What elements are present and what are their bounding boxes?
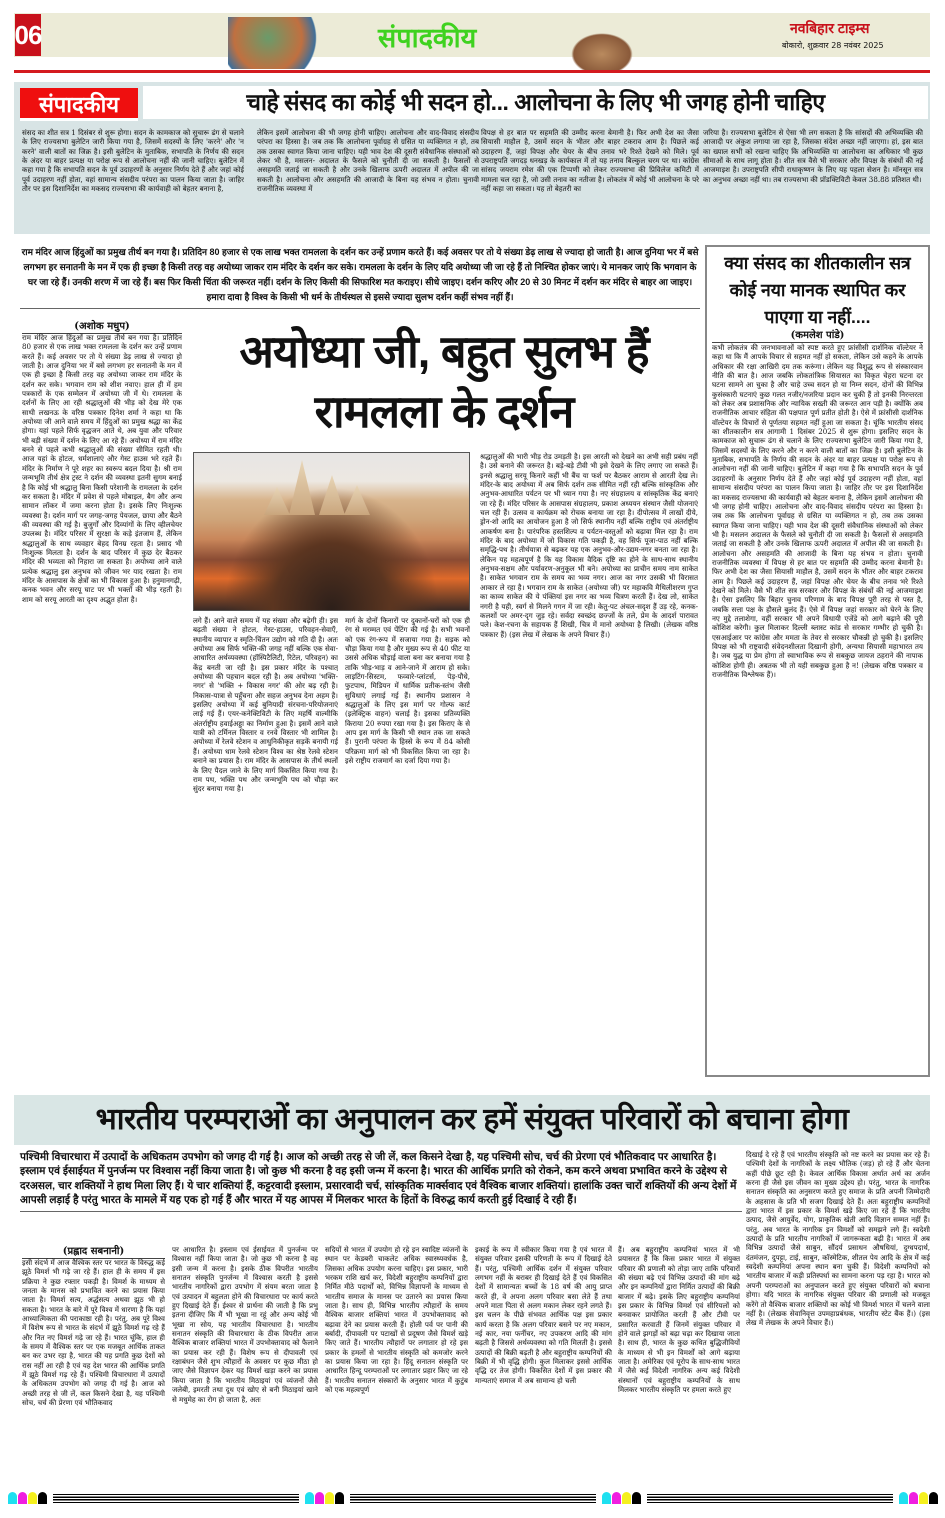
registration-lines [53, 1494, 299, 1503]
family-column: इकाई के रूप में स्वीकार किया गया है एवं भारत में संयुक्त परिवार इसकी परिणती के रूप में दिखाई देते हैं। परंतु, पश्चिमी आर्थिक दर्शन में संयुक्त परिवार लगभग नहीं के बराबर ही दिखाई देते हैं एवं विकसित देशों में सामान्यतः बच्चों के 18 वर्ष की आयु प्राप्त करते ही, वे अपना अलग परिवार बसा लेते हैं तथा अपने माता पिता से अलग मकान लेकर रहने लगते हैं। इस चलन के पीछे संभवत आर्थिक पक्ष इस प्रकार कार्य करता है कि अलग परिवार बसने पर नए मकान, नई कार, नया फर्नीचर, नए उपकरण आदि की मांग बढ़ती है जिससे अर्थव्यवस्था को गति मिलती है। इससे उत्पादों की बिक्री बढ़ती है और बहुराष्ट्रीय कम्पनियों की बिक्री में भी वृद्धि होगी। कुल मिलाकर इससे आर्थिक वृद्धि दर तेज होगी। विकसित देशों में इस प्रकार की मान्यताएं समाज में अब सामान्य हो चली [475, 1245, 612, 1385]
editorial-column: विपक्ष से हर बात पर सहमति की उम्मीद करना बेमानी है। फिर अभी देश का जैसा सियासी माहौल है, उसमें सदन के भीतर और बाहर टकराव आम है। पिछले कई उदाहरण हैं, जहां विपक्ष और चेयर के बीच तनाव भरे रिश्ते देखने को मिले। पूर्व उपराष्ट्रपति जगदड़ धनखड़ के कार्यकाल में तो यह तनाव बिल्कुल चरम पर था। कांग्रेस सांसद जयराम रमेश की एक टिप्पणी को लेकर राज्यसभा की प्रिविलेज कमिटी में मामला चल रहा है, जो उसी तनाव का नतीजा है। लोकतंत्र में कोई भी आलोचना के परे नहीं कहा जा सकता। यह तो बेहतरी का [481, 128, 699, 194]
family-right-column: दिखाई दे रहे हैं एवं भारतीय संस्कृति को नष्ट करने का प्रयास कर रहे हैं। पश्चिमी देशों के नागरिकों के लक्ष्य भौतिक (जड़) हो रहे हैं और चेतना कहीं पीछे छूट रही है। केवल आर्थिक विकास अर्थात अर्थ का अर्जन करना ही जैसे इस जीवन का मुख्य उद्देश्य हो। परंतु, भारत के नागरिक सनातन संस्कृति का अनुसरण करते हुए समाज के प्रति अपनी जिम्मेदारी के अहसास के प्रति भी सजग दिखाई देते हैं। अतः बहुराष्ट्रीय कम्पनियों द्वारा भारत में इस प्रकार के विमर्श खड़े किए जा रहे हैं कि भारतीय उत्पाद, जैसे आयुर्वेद, योग, प्राकृतिक खेती आदि विज्ञान सम्मत नहीं हैं। परंतु, अब भारत के नागरिक इन विमर्शों को समझने लगे हैं। स्वदेशी उत्पादों के प्रति भारतीय नागरिकों में जागरूकता बढ़ी है। भारत में अब विभिन्न उत्पादों जैसे साबुन, सौंदर्य प्रसाधन औषधियां, दुग्धपदार्थ, दंतमंजन, दुपट्टा, टाई, साबुन, कॉस्मेटिक, शीतल पेय आदि के क्षेत्र में कई स्वदेशी कम्पनियां अपना स्थान बना चुकी हैं। विदेशी कम्पनियों को भारतीय बाजार में कड़ी प्रतिस्पर्धा का सामना करना पड़ रहा है। भारत को अपनी परम्पराओं का अनुपालन करते हुए संयुक्त परिवारों को बचाना होगा। यदि भारत के नागरिक संयुक्त परिवार की प्रणाली को मजबूत करेंगे तो वैश्विक बाजार शक्तियों का कोई भी विमर्श भारत में चलने वाला नहीं है। (लेखक सेवानिवृत्त उपमहाप्रबंधक, भारतीय स्टेट बैंक हैं।) (इस लेख में लेखक के अपने विचार हैं।) [746, 1150, 930, 1328]
editorial-column: संसद का शीत सत्र 1 दिसंबर से शुरू होगा। सदन के कामकाज को सुचारू ढंग से चलाने के लिए राज्यसभा बुलेटिन जारी किया गया है, जिसमें सदस्यों के लिए 'करने' और 'न करने' वाली बातों का जिक्र है। इसी बुलेटिन के मुताबिक, सभापति के निर्णय की सदन के अंदर या बाहर प्रत्यक्ष या परोक्ष रूप से आलोचना नहीं की जानी चाहिए। बुलेटिन में कहा गया है कि सभापति सदन के पूर्व उदाहरणों के अनुसार निर्णय देते हैं और जहां कोई पूर्व उदाहरण नहीं होता, वहां सामान्य संसदीय परंपरा का पालन किया जाता है। जाहिर तौर पर इस दिशानिर्देश का मकसद राज्यसभा की कार्यवाही को बेहतर बनाना है, [22, 128, 244, 194]
ayodhya-lead: राम मंदिर आज हिंदुओं का प्रमुख तीर्थ बन गया है। प्रतिदिन 80 हजार से एक लाख भक्त रामलला के दर्शन कर उन्हें प्रणाम करते हैं। कई अवसर पर तो ये संख्या डेढ़ लाख से ज्यादा हो जाती है। आज दुनिया भर में बसे लगभग हर सनातनी के मन में एक ही इच्छा है किसी तरह वह अयोध्या जाकर राम मंदिर के दर्शन कर सके। रामलला के दर्शन के लिए यदि अयोध्या जी जा रहे हैं तो निश्चित होकर जाएं। ये मानकर जाएं कि भगवान के घर जा रहे हैं। उनकी शरण में जा रहे हैं। बस फिर किसी चिंता की जरूरत नहीं। दर्शन के लिए किसी की सिफारिश मत कराइए। सीधे जाइए। दर्शन करिए और 20 से 30 मिनट में दर्शन कर मंदिर से बाहर आ जाइए। हमारा दावा है विश्व के किसी भी धर्म के तीर्थस्थल से इससे ज्यादा सुलभ दर्शन कहीं संभव नहीं हैं। [20, 245, 700, 309]
publication-date: बोकारो, शुक्रवार 28 नवंबर 2025 [782, 41, 884, 50]
parliament-headline: क्या संसद का शीतकालीन सत्र कोई नया मानक स्थापित कर पाएगा या नहीं.... [724, 253, 911, 327]
cmyk-marks [602, 1492, 641, 1504]
registration-lines [647, 1494, 893, 1503]
statue-illustration [545, 15, 640, 71]
cmyk-marks [8, 1492, 47, 1504]
ayodhya-column: श्रद्धालुओं की भारी भीड़ रोड उमड़ती है। इस आरती को देखने का अभी सही प्रबंध नहीं है। उसे बनाने की जरूरत है। बड़े-बड़े टीवी भी इसे देखने के लिए लगाए जा सकते हैं। इनसे श्रद्धालु सरयू किनारे कहीं भी बैंच या फर्श पर बैठकर आराम से आरती देख ले। मंदिर-के बाद अयोध्या में अब सिर्फ दर्शन तक सीमित नहीं रही बल्कि सांस्कृतिक और अनुभव-आधारित पर्यटन पर भी ध्यान गया है। नए संग्रहालय व सांस्कृतिक केंद्र बनाएं जा रहे हैं। मंदिर परिसर के आसपास संग्रहालय, प्रकाश अध्ययन संस्थान जैसी योजनाएं चल रही हैं। उत्सव व कार्यक्रम को रोचक बनाया जा रहा है। दीपोत्सव में लाखों दीये, ड्रोन-शो आदि का आयोजन हुआ है जो सिर्फ स्थानीय नहीं बल्कि राष्ट्रीय एवं अंतर्राष्ट्रीय आकर्षण बना है। पारंपरिक हस्तशिल्प व पर्यटन-वस्तुओं को बढ़ावा मिल रहा है। राम मंदिर के बाद अयोध्या में जो विकास गति पकड़ी है, वह सिर्फ पूजा-पाठ नहीं बल्कि समृद्धि-पथ है। तीर्थयात्रा से बढ़कर यह एक अनुभव-और-उद्यम-नगर बनता जा रहा है। लेकिन यह महत्वपूर्ण है कि यह विकास वैदिक दृष्टि का होने के साथ-साथ स्थानीय अनुभव-सक्षम और पर्यावरण-अनुकूल भी बने। अयोध्या का प्राचीन समय नाम साकेत है। साकेत भगवान राम के समय का भव्य नगर। आज का नगर उसकी भी विरासत आकार ले रहा है। भगवान राम के साकेत (अयोध्या जी) पर महाकवि मैथिलीशरण गुप्त का काव्य साकेत की ये पंक्तियां इस नगर का भव्य चित्रण करती हैं। देख लो, साकेत नगरी है यही, स्वर्ग से मिलने गगन में जा रही। केतु-पट अंचल-सदृश हैं उड़ रहे, कनक-कलशों पर अमर-दृग जुड़ रहे। सर्वदा स्वच्छंद छज्जों के तले, प्रेम के आदर्श पारावत पले। केश-रचना के सहायक हैं शिखी, चित्र में मानो अयोध्या है लिखी। (लेखक वरिष्ठ पत्रकार हैं) (इस लेख में लेखक के अपने विचार हैं।) [480, 452, 698, 639]
family-column: इसी संदर्भ में आज वैश्विक स्तर पर भारत के विरुद्ध कई झूठे विमर्श भी गढ़े जा रहे हैं। हाल ही के समय में इस प्रक्रिया ने कुछ रफ्तार पकड़ी है। विमर्श के माध्यम से जनता के मानस को प्रभावित करने का प्रयास किया जाता है। विमर्श सत्य, अर्द्धसत्य अथवा झूठ भी हो सकता है। भारत के बारे में पूरे विश्व में धारणा है कि यहां आध्यात्मिकता की पराकाष्ठा रही है। परंतु, अब पूरे विश्व में विशेष रूप से भारत के संदर्भ में झूठे विमर्श गढ़ रहे हैं और नित नए विमर्श गढ़े जा रहे हैं। भारत चूंकि, हाल ही के समय में वैश्विक स्तर पर एक मजबूत आर्थिक ताकत बन कर उभर रहा है, भारत की यह प्रगति कुछ देशों को रास नहीं आ रही है एवं यह देश भारत की आर्थिक प्रगति में झूठे विमर्श गढ़ रहे हैं। पश्चिमी विचारधारा में उत्पादों के अधिकतम उपभोग को जगह दी गई है। आज को अच्छी तरह से जी लें, कल किसने देखा है, यह पश्चिमी सोच, चर्च की प्रेरणा एवं भौतिकवाद [22, 1258, 165, 1408]
header-divider [14, 70, 930, 73]
jharkhand-map-collage-image [228, 17, 328, 69]
ayodhya-headline: अयोध्या जी, बहुत सुलभ हैं रामलला के दर्शन [239, 326, 649, 437]
ayodhya-column: लगे हैं। आने वाले समय में यह संख्या और बढ़ेगी ही। इस बढ़ती संख्या ने होटल, गेस्ट-हाउस, परिवहन-सेवाएँ, स्थानीय व्यापार व स्मृति-चिंतन उद्योग को गति दी है। अतः अयोध्या अब सिर्फ भक्ति-की जगह नहीं बल्कि एक सेवा-आधारित अर्थव्यवस्था (हॉस्पिटैलिटी, रिटेल, परिवहन) का केंद्र बनती जा रही है। इस प्रकार मंदिर के पश्चात् अयोध्या की पहचान बदल रही है। अब अयोध्या 'भक्ति-नगर' से 'भक्ति + विकास नगर' की ओर बढ़ रही है। निकास-यात्रा से पहुँचना और सहज अनुभव देना अहम है। इसलिए अयोध्या में कई बुनियादी संरचना-परियोजनाएं लाई गई हैं। एयर-कनेक्टिविटी के लिए महर्षि वाल्मीकि अंतर्राष्ट्रीय हवाईअड्डा का निर्माण हुआ है। इसमें आने वाले यात्री को टर्मिनल विस्तार व रनवे विस्तार भी शामिल है। अयोध्या में रेलवे स्टेशन व आधुनिकीकृत सड़कें बनायी गई हैं। अयोध्या धाम रेलवे स्टेशन विश्व का श्रेष्ठ रेलवे स्टेशन बनाने का प्रयास है। राम मंदिर के आसपास के तीर्थ स्थलों के लिए पैदल जाने के लिए मार्ग विकसित किया गया है। राम पथ, भक्ति पथ और जन्मभूमि पथ को चौड़ा कर सुंदर बनाया गया है। [193, 616, 338, 794]
editorial-column: जरिया है। राज्यसभा बुलेटिन से ऐसा भी लग सकता है कि सांसदों की अभिव्यक्ति की आजादी पर अंकुश लगाया जा रहा है, जिसका संदेश अच्छा नहीं जाएगा। हां, इस बात का ख्याल सभी को रखना चाहिए कि अभिव्यक्ति या आलोचना का अधिकार भी कुछ सीमाओं के साथ लागू होता है। शीत सत्र वैसे भी सरकार और विपक्ष के संबंधों की नई आजमाइश है। उपराष्ट्रपति सीपी राधाकृष्णन के लिए यह पहला सेशन है। मॉनसून सत्र का अनुभव अच्छा नहीं था। तब राज्यसभा की प्रॉडक्टिविटी केवल 38.88 प्रतिशत थी। [703, 128, 923, 184]
editorial-label: संपादकीय [20, 88, 138, 121]
page-number: 06 [15, 14, 41, 56]
registration-lines [350, 1494, 596, 1503]
ayodhya-column: राम मंदिर आज हिंदुओं का प्रमुख तीर्थ बन गया है। प्रतिदिन 80 हजार से एक लाख भक्त रामलला के दर्शन कर उन्हें प्रणाम करते हैं। कई अवसर पर तो ये संख्या डेढ़ लाख से ज्यादा हो जाती है। आज दुनिया भर में बसे लगभग हर सनातनी के मन में एक ही इच्छा है किसी तरह वह अयोध्या जाकर राम मंदिर के दर्शन कर सके। भगवान राम को शीश नवाए। हाल ही में हम पत्रकारों के एक सम्मेलन में अयोध्या जी में थे। रामलला के दर्शनों के लिए आ रही श्रद्धालुओं की भीड़ को देख मेरे एक साथी लखनऊ के वरिष्ठ पत्रकार दिनेश शर्मा ने कहा था कि अयोध्या जी आने वाले समय में हिंदुओं का प्रमुख श्रद्धा का केंद्र होगा। यहां पहले सिर्फ वृद्धजन आते थे, अब युवा और परिवार भी बड़ी संख्या में दर्शन के लिए आ रहे हैं। अयोध्या में राम मंदिर बनने से पहले कभी श्रद्धालुओं की संख्या सीमित रहती थी। आज यहां के होटल, धर्मशालाएं और गेस्ट हाउस भरे रहते हैं। मंदिर के निर्माण ने पूरे शहर का स्वरूप बदल दिया है। श्री राम जन्मभूमि तीर्थ क्षेत्र ट्रस्ट ने दर्शन की व्यवस्था इतनी सुगम बनाई है कि कोई भी श्रद्धालु बिना किसी परेशानी के रामलला के दर्शन कर सकता है। मंदिर में प्रवेश से पहले मोबाइल, बैग और अन्य सामान लॉकर में जमा करना होता है। इसके लिए निःशुल्क व्यवस्था है। दर्शन मार्ग पर जगह-जगह पेयजल, छाया और बैठने की व्यवस्था की गई है। बुजुर्गों और दिव्यांगों के लिए व्हीलचेयर उपलब्ध है। मंदिर परिसर में सुरक्षा के कड़े इंतजाम हैं, लेकिन श्रद्धालुओं के साथ व्यवहार बेहद विनम्र रहता है। प्रसाद भी निःशुल्क मिलता है। दर्शन के बाद परिसर में कुछ देर बैठकर मंदिर की भव्यता को निहारा जा सकता है। अयोध्या आने वाले प्रत्येक श्रद्धालु इस अनुभव को जीवन भर याद रखता है। राम मंदिर के आसपास के क्षेत्रों का भी विकास हुआ है। हनुमानगढ़ी, कनक भवन और सरयू घाट पर भी भक्तों की भीड़ रहती है। शाम को सरयू आरती का दृश्य अद्भुत होता है। [22, 333, 182, 604]
family-lead: पश्चिमी विचारधारा में उत्पादों के अधिकतम उपभोग को जगह दी गई है। आज को अच्छी तरह से जी लें, कल किसने देखा है, यह पश्चिमी सोच, चर्च की प्रेरणा एवं भौतिकवाद पर आधारित है। इस्लाम एवं ईसाईयत में पुनर्जन्म पर विश्वास नहीं किया जाता है। जो कुछ भी करना है वह इसी जन्म में करना है। भारत की आर्थिक प्रगति को रोकने, कम करने अथवा प्रभावित करने के उद्देश्य से दरअसल, चार शक्तियों ने हाथ मिला लिए हैं। ये चार शक्तियां हैं, कट्टरवादी इस्लाम, प्रसारवादी चर्च, सांस्कृतिक मार्क्सवाद एवं वैश्विक बाजार शक्तियां। हालांकि उक्त चारों शक्तियों की अन्य देशों में आपसी लड़ाई है परंतु भारत के मामले में यह एक हो गई हैं और भारत में यह आपस में मिलकर भारत के हितों के विरुद्ध कार्य करती हुई दिखाई दे रही हैं। [20, 1150, 742, 1212]
family-byline: (प्रह्लाद सबनानी) [22, 1243, 165, 1259]
parliament-byline: (कमलेश पांडे) [712, 327, 923, 343]
newspaper-name: नवबिहार टाइम्स [790, 20, 870, 36]
editorial-headline: चाहे संसद का कोई भी सदन हो... आलोचना के लिए भी जगह होनी चाहिए [143, 86, 928, 119]
family-column: पर आधारित है। इस्लाम एवं ईसाईयत में पुनर्जन्म पर विश्वास नहीं किया जाता है। जो कुछ भी करना है वह इसी जन्म में करना है। इसके ठीक विपरीत भारतीय सनातन संस्कृति पुनर्जन्म में विश्वास करती है इससे भारतीय नागरिकों द्वारा उपभोग में संयम बरता जाता है एवं उत्पादन में बहुलता होने की विचारधारा पर कार्य करते हुए दिखाई देते हैं। ईश्वर से प्रार्थना की जाती है कि प्रभु इतना दीजिए कि मैं भी भूखा ना रहूं और अन्य कोई भी भूखा ना सोय, यह भारतीय विचारधारा है। भारतीय सनातन संस्कृति की विचारधारा के ठीक विपरीत आज वैश्विक बाजार शक्तियां भारत में उपभोक्तावाद को फैलाने का प्रयास कर रही हैं। विशेष रूप से दीपावली एवं रक्षाबंधन जैसे शुभ त्यौहारों के अवसर पर कुछ मीठा हो जाए जैसे विज्ञापन देकर यह विमर्श खड़ा करने का प्रयास किया जाता है कि भारतीय मिठाइयां एवं व्यंजनों जैसे जलेबी, इमरती तथा दूध एवं खोए से बनी मिठाइयां खाने से मधुमेह का रोग हो जाता है, अतः [172, 1245, 318, 1404]
editorial-column: लेकिन इसमें आलोचना की भी जगह होनी चाहिए। आलोचना और वाद-विवाद संसदीय परंपरा का हिस्सा है। जब तक कि आलोचना पूर्वाग्रह से ग्रसित या व्यक्तिगत न हो, तब तक उसका स्वागत किया जाना चाहिए। यही भाव देश की दूसरी संवैधानिक संस्थाओं को लेकर भी है, मसलन- अदालत के फैसले को चुनौती दी जा सकती है। फैसलों से असहमति जताई जा सकती है और उनके खिलाफ ऊपरी अदालत में अपील की जा सकती है। आलोचना और असहमति की आजादी के बिना यह संभव न होता। चुनावी राजनीतिक व्यवस्था में [257, 128, 479, 194]
family-headline: भारतीय परम्पराओं का अनुपालन कर हमें संयुक्त परिवारों को बचाना होगा [95, 1103, 849, 1136]
ayodhya-column: मार्ग के दोनों किनारों पर दुकानों-घरों को एक ही रंग से मरम्मत एवं पेंटिंग की गई है। सभी भवनों को एक रंग-रूप में सजाया गया है। सड़क को चौड़ा किया गया है और मुख्य रूप से 40 फीट या उससे अधिक चौड़ाई वाला बना कर बनाया गया है ताकि भीड़-भाड़ व आने-जाने में आराम हो सके। लाइटिंग-सिस्टम, फव्वारे-प्लांटर्स, पेड़-पौधे, फुटपाथ, मिडियन में धार्मिक प्रतीक-स्तंभ जैसी सुविधाएं लगाई गई हैं। स्थानीय प्रशासन ने श्रद्धालुओं के लिए इस मार्ग पर गोल्फ कार्ट (इलेक्ट्रिक वाहन) चलाई है। इसका प्रतिव्यक्ति किराया 20 रुपया रखा गया है। इस किराए के से आप इस मार्ग के किसी भी स्थान तक जा सकते हैं। पुरानी परंपरा के हिस्से के रूप में 84 कोसी परिक्रमा मार्ग को भी विकसित किया जा रहा है। इसे राष्ट्रीय राजमार्ग का दर्जा दिया गया है। [345, 616, 470, 766]
family-column: हैं। अब बहुराष्ट्रीय कम्पनियां भारत में भी प्रयासरत हैं कि किस प्रकार भारत में संयुक्त परिवार की प्रणाली को तोड़ा जाए ताकि परिवारों की संख्या बढ़े एवं विभिन्न उत्पादों की मांग बढ़े और इन कम्पनियों द्वारा निर्मित उत्पादों की बिक्री बाजार में बढ़े। इसके लिए बहुराष्ट्रीय कम्पनियां इस प्रकार के विभिन्न विमर्श एवं सीरियलों को बनवाकर प्रायोजित करती हैं और टीवी पर प्रसारित करवाती हैं जिनमें संयुक्त परिवार में होने वाले झगड़ों को बढ़ा चढ़ा कर दिखाया जाता है। साथ ही, भारत के कुछ कथित बुद्धिजीवियों के माध्यम से भी इन विमर्शों को आगे बढ़ाया जाता है। अमेरिका एवं यूरोप के साथ-साथ भारत में जैसे कई विदेशी नागरिक अन्य कई विदेशी संस्थानों एवं बहुराष्ट्रीय कम्पनियों के साथ मिलकर भारतीय संस्कृति पर हमला करते हुए [618, 1245, 740, 1395]
cmyk-marks [305, 1492, 344, 1504]
family-column: सदियों से भारत में उपयोग हो रहे इन स्वादिष्ट व्यंजनों के स्थान पर केडबरी चाकलेट अधिक स्वास्थ्यवर्धक है, जिसका अधिक उपयोग करना चाहिए। इस प्रकार, भारी भरकम राशि खर्च कर, विदेशी बहुराष्ट्रीय कम्पनियों द्वारा निर्मित मीठे पदार्थों को, विभिन्न विज्ञापनों के माध्यम से भारतीय समाज के मानस पर उतारने का प्रयास किया जाता है। साथ ही, विभिन्न भारतीय त्यौहारों के समय वैश्विक बाजार शक्तियां भारत में उपभोक्तावाद को बढ़ावा देने का प्रयास करती हैं। होली पर्व पर पानी की बर्बादी, दीपावली पर पटाखों से प्रदूषण जैसे विमर्श खड़े किए जाते हैं। भारतीय त्यौहारों पर लगातार हो रहे इस प्रकार के हमलों से भारतीय संस्कृति को कमजोर करने का प्रयास किया जा रहा है। हिंदू सनातन संस्कृति पर आधारित हिन्दू परम्पराओं पर लगातार प्रहार किए जा रहे हैं। भारतीय सनातन संस्कारों के अनुसार भारत में कुटुंब को एक महत्वपूर्ण [325, 1245, 468, 1395]
parliament-body: कभी लोकतंत्र की जनभावनाओं को स्पष्ट करते हुए फ्रांसीसी दार्शनिक वॉल्टेयर ने कहा था कि मैं आपके विचार से सहमत नहीं हो सकता, लेकिन उसे कहने के आपके अधिकार की रक्षा आखिरी दम तक करूंगा। लेकिन यह विशुद्ध रूप से संस्कारवान नीति की बात है। आज जबकि लोकतांत्रिक सियासत का विकृत चेहरा घटना दर घटना सामने आ चुका है और चाहे उच्च सदन हो या निम्न सदन, दोनों की विभिन्न कुसंस्कारी घटनाएं कुछ गलत नजीर/नजरिया प्रदान कर चुकी हैं तो इनकी निरन्तरता को लेकर अब प्रशासनिक और न्यायिक सख्ती की जरूरत आन पड़ी है। क्योंकि अब राजनीतिक आचार संहिता की पक्षपात पूर्ण प्रतीत होती है। ऐसे में फ्रांसीसी दार्शनिक वॉल्टेयर के विचारों से पूर्णतया सहमत नहीं हुआ जा सकता है। चूंकि भारतीय संसद का शीतकालीन सत्र आगामी 1 दिसंबर 2025 से शुरू होगा। इसलिए सदन के कामकाज को सुचारू ढंग से चलाने के लिए राज्यसभा बुलेटिन जारी किया गया है, जिसमें सदस्यों के लिए करने और न करने वाली बातों का जिक्र है। इसी बुलेटिन के मुताबिक, सभापति के निर्णय की सदन के अंदर या बाहर प्रत्यक्ष या परोक्ष रूप से आलोचना नहीं की जानी चाहिए। बुलेटिन में कहा गया है कि सभापति सदन के पूर्व उदाहरणों के अनुसार निर्णय देते हैं और जहां कोई पूर्व उदाहरण नहीं होता, वहां सामान्य संसदीय परंपरा का पालन किया जाता है। जाहिर तौर पर इस दिशानिर्देश का मकसद राज्यसभा की कार्यवाही को बेहतर बनाना है, लेकिन इसमें आलोचना की भी जगह होनी चाहिए। आलोचना और वाद-विवाद संसदीय परंपरा का हिस्सा है। जब तक कि आलोचना पूर्वाग्रह से ग्रसित या व्यक्तिगत न हो, तब तक उसका स्वागत किया जाना चाहिए। यही भाव देश की दूसरी संवैधानिक संस्थाओं को लेकर भी है। मसलन अदालत के फैसले को चुनौती दी जा सकती है। फैसलों से असहमति जताई जा सकती है और उनके खिलाफ ऊपरी अदालत में अपील की जा सकती है। आलोचना और असहमति की आजादी के बिना यह संभव न होता। चुनावी राजनीतिक व्यवस्था में विपक्ष से हर बात पर सहमति की उम्मीद करना बेमानी है। फिर अभी देश का जैसा सियासी माहौल है, उसमें सदन के भीतर और बाहर टकराव आम है। पिछले कई उदाहरण हैं, जहां विपक्ष और चेयर के बीच तनाव भरे रिश्ते देखने को मिले। वैसे भी शीत सत्र सरकार और विपक्ष के संबंधों की नई आजमाइश है। ऐसा इसलिए कि बिहार चुनाव परिणाम के बाद विपक्ष पूरी तरह से पस्त है, जबकि सत्ता पक्ष के हौसले बुलंद हैं। ऐसे में विपक्ष जहां सरकार को घेरने के लिए नए मुद्दे तलाशेगा, वहीं सरकार भी अपने विधायी एजेंडे को आगे बढ़ाने की पूरी कोशिश करेगी। कुल मिलाकर दिल्ली ब्लास्ट कांड से सरकार गम्भीर हो चुकी है। एसआईआर पर कांग्रेस और ममता के तेवर से सरकार चौकन्नी हो चुकी है। इसलिए विपक्ष को भी राष्ट्रवादी संवेदनशीलता दिखानी होगी, अन्यथा सियासी महाभारत तय है। जब युद्ध या प्रेम होगा तो स्वाभाविक रूप से सबकुछ जायज ठहराने की नापाक कोशिश होगी ही। अबतक भी तो यही सबकुछ हुआ है न! (लेखक वरिष्ठ पत्रकार व राजनीतिक विश्लेषक हैं)। [712, 343, 923, 680]
cmyk-marks [899, 1492, 938, 1504]
print-registration-strip [8, 1490, 938, 1506]
section-title: संपादकीय [378, 23, 477, 53]
ayodhya-byline: (अशोक मधुप) [22, 318, 182, 334]
ram-temple-photo [193, 452, 470, 611]
